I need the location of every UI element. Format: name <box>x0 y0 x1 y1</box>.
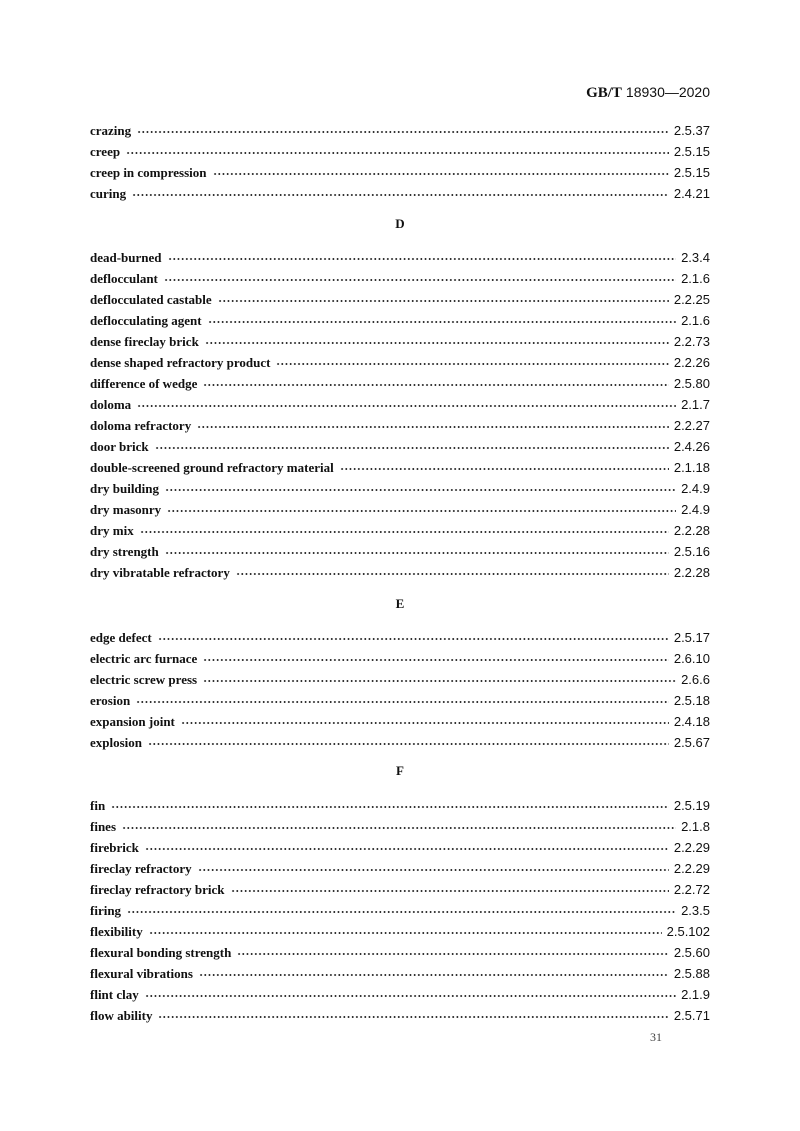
clause-reference: 2.2.72 <box>673 882 710 897</box>
clause-reference: 2.5.17 <box>673 630 710 645</box>
index-entry <box>90 858 710 879</box>
index-entry <box>90 732 710 753</box>
index-entry <box>90 457 710 478</box>
index-entry <box>90 837 710 858</box>
clause-reference: 2.2.27 <box>673 418 710 433</box>
dot-leader <box>340 467 669 471</box>
clause-reference: 2.2.73 <box>673 334 710 349</box>
index-entry <box>90 331 710 352</box>
clause-reference: 2.1.8 <box>681 819 710 834</box>
index-entry <box>90 627 710 648</box>
index-entry <box>90 162 710 183</box>
index-entry <box>90 120 710 141</box>
section-letter: E <box>395 596 405 611</box>
dot-leader <box>136 700 669 704</box>
dot-leader <box>111 805 669 809</box>
index-term: fireclay refractory <box>90 860 192 876</box>
dot-leader <box>218 299 669 303</box>
index-term: fin <box>90 797 106 813</box>
clause-reference: 2.5.102 <box>666 924 710 939</box>
index-entry <box>90 183 710 204</box>
index-entry <box>90 310 710 331</box>
clause-reference: 2.5.19 <box>673 798 710 813</box>
index-entry <box>90 963 710 984</box>
clause-reference: 2.5.67 <box>673 735 710 750</box>
index-section <box>90 247 710 583</box>
dot-leader <box>140 530 669 534</box>
index-term: doloma <box>90 396 132 412</box>
dot-leader <box>145 847 669 851</box>
index-entry <box>90 373 710 394</box>
dot-leader <box>149 931 662 935</box>
index-section <box>90 795 710 1026</box>
index-entry <box>90 415 710 436</box>
index-entry <box>90 984 710 1005</box>
index-term: curing <box>90 185 127 201</box>
index-entry <box>90 268 710 289</box>
dot-leader <box>164 278 676 282</box>
dot-leader <box>127 910 676 914</box>
index-entry <box>90 795 710 816</box>
dot-leader <box>165 488 676 492</box>
index-entry <box>90 942 710 963</box>
clause-reference: 2.1.18 <box>673 460 710 475</box>
clause-reference: 2.5.80 <box>673 376 710 391</box>
index-entry <box>90 499 710 520</box>
clause-reference: 2.3.5 <box>681 903 710 918</box>
index-entry <box>90 352 710 373</box>
dot-leader <box>168 257 677 261</box>
dot-leader <box>199 973 669 977</box>
clause-reference: 2.4.9 <box>681 502 710 517</box>
section-letter: D <box>395 216 405 231</box>
dot-leader <box>197 425 669 429</box>
index-term: edge defect <box>90 629 152 645</box>
index-term: firebrick <box>90 839 139 855</box>
index-term: flexural vibrations <box>90 965 193 981</box>
index-term: flexural bonding strength <box>90 944 232 960</box>
index-term: flexibility <box>90 923 143 939</box>
dot-leader <box>137 130 669 134</box>
dot-leader <box>205 341 669 345</box>
index-term: door brick <box>90 438 149 454</box>
clause-reference: 2.2.28 <box>673 523 710 538</box>
clause-reference: 2.5.37 <box>673 123 710 138</box>
dot-leader <box>148 742 669 746</box>
index-term: firing <box>90 902 122 918</box>
clause-reference: 2.2.26 <box>673 355 710 370</box>
index-term: creep <box>90 143 121 159</box>
clause-reference: 2.4.26 <box>673 439 710 454</box>
index-entry <box>90 562 710 583</box>
index-term: fines <box>90 818 116 834</box>
dot-leader <box>203 679 676 683</box>
clause-reference: 2.1.7 <box>681 397 710 412</box>
dot-leader <box>213 172 669 176</box>
index-entry <box>90 816 710 837</box>
index-term: deflocculant <box>90 270 158 286</box>
index-section <box>90 120 710 204</box>
index-term: electric arc furnace <box>90 650 198 666</box>
clause-reference: 2.1.6 <box>681 313 710 328</box>
index-term: double-screened ground refractory material <box>90 459 334 475</box>
index-term: flint clay <box>90 986 139 1002</box>
clause-reference: 2.1.9 <box>681 987 710 1002</box>
index-term: crazing <box>90 122 132 138</box>
dot-leader <box>208 320 677 324</box>
index-term: dry vibratable refractory <box>90 564 230 580</box>
clause-reference: 2.5.15 <box>673 165 710 180</box>
index-term: dense fireclay brick <box>90 333 199 349</box>
index-entry <box>90 690 710 711</box>
dot-leader <box>167 509 676 513</box>
clause-reference: 2.2.28 <box>673 565 710 580</box>
index-entry <box>90 520 710 541</box>
clause-reference: 2.4.9 <box>681 481 710 496</box>
dot-leader <box>137 404 676 408</box>
clause-reference: 2.2.29 <box>673 840 710 855</box>
index-entry <box>90 247 710 268</box>
index-term: dry mix <box>90 522 134 538</box>
index-term: dead-burned <box>90 249 162 265</box>
dot-leader <box>276 362 668 366</box>
index-term: dry building <box>90 480 160 496</box>
index-entry <box>90 436 710 457</box>
index-entry <box>90 900 710 921</box>
index-term: creep in compression <box>90 164 207 180</box>
dot-leader <box>236 572 669 576</box>
page-number: 31 <box>650 1030 662 1044</box>
index-term: dry strength <box>90 543 159 559</box>
clause-reference: 2.5.60 <box>673 945 710 960</box>
clause-reference: 2.5.16 <box>673 544 710 559</box>
dot-leader <box>165 551 669 555</box>
dot-leader <box>181 721 669 725</box>
dot-leader <box>237 952 669 956</box>
index-term: doloma refractory <box>90 417 192 433</box>
index-term: electric screw press <box>90 671 198 687</box>
index-term: explosion <box>90 734 143 750</box>
document-header <box>586 84 710 102</box>
clause-reference: 2.2.25 <box>673 292 710 307</box>
clause-reference: 2.1.6 <box>681 271 710 286</box>
clause-reference: 2.2.29 <box>673 861 710 876</box>
index-term: deflocculating agent <box>90 312 202 328</box>
dot-leader <box>231 889 669 893</box>
index-entry <box>90 394 710 415</box>
index-entry <box>90 1005 710 1026</box>
index-term: flow ability <box>90 1007 153 1023</box>
clause-reference: 2.5.88 <box>673 966 710 981</box>
clause-reference: 2.5.18 <box>673 693 710 708</box>
dot-leader <box>198 868 669 872</box>
index-entry <box>90 478 710 499</box>
clause-reference: 2.4.21 <box>673 186 710 201</box>
index-term: difference of wedge <box>90 375 198 391</box>
standard-number: 18930—2020 <box>625 84 710 100</box>
dot-leader <box>203 383 669 387</box>
dot-leader <box>132 193 669 197</box>
index-entry <box>90 921 710 942</box>
clause-reference: 2.3.4 <box>681 250 710 265</box>
index-entry <box>90 541 710 562</box>
dot-leader <box>155 446 669 450</box>
dot-leader <box>126 151 669 155</box>
standard-code: GB/T <box>586 85 622 101</box>
index-term: dry masonry <box>90 501 162 517</box>
clause-reference: 2.5.71 <box>673 1008 710 1023</box>
index-entry <box>90 711 710 732</box>
clause-reference: 2.6.6 <box>681 672 710 687</box>
index-entry <box>90 669 710 690</box>
section-letter: F <box>396 763 404 778</box>
dot-leader <box>122 826 676 830</box>
clause-reference: 2.4.18 <box>673 714 710 729</box>
index-term: fireclay refractory brick <box>90 881 225 897</box>
dot-leader <box>145 994 676 998</box>
index-entry <box>90 141 710 162</box>
index-term: deflocculated castable <box>90 291 212 307</box>
index-term: dense shaped refractory product <box>90 354 271 370</box>
dot-leader <box>158 637 669 641</box>
index-term: erosion <box>90 692 131 708</box>
index-entry <box>90 648 710 669</box>
index-term: expansion joint <box>90 713 175 729</box>
dot-leader <box>203 658 669 662</box>
clause-reference: 2.6.10 <box>673 651 710 666</box>
clause-reference: 2.5.15 <box>673 144 710 159</box>
dot-leader <box>158 1015 668 1019</box>
index-entry <box>90 289 710 310</box>
index-section <box>90 627 710 753</box>
index-entry <box>90 879 710 900</box>
